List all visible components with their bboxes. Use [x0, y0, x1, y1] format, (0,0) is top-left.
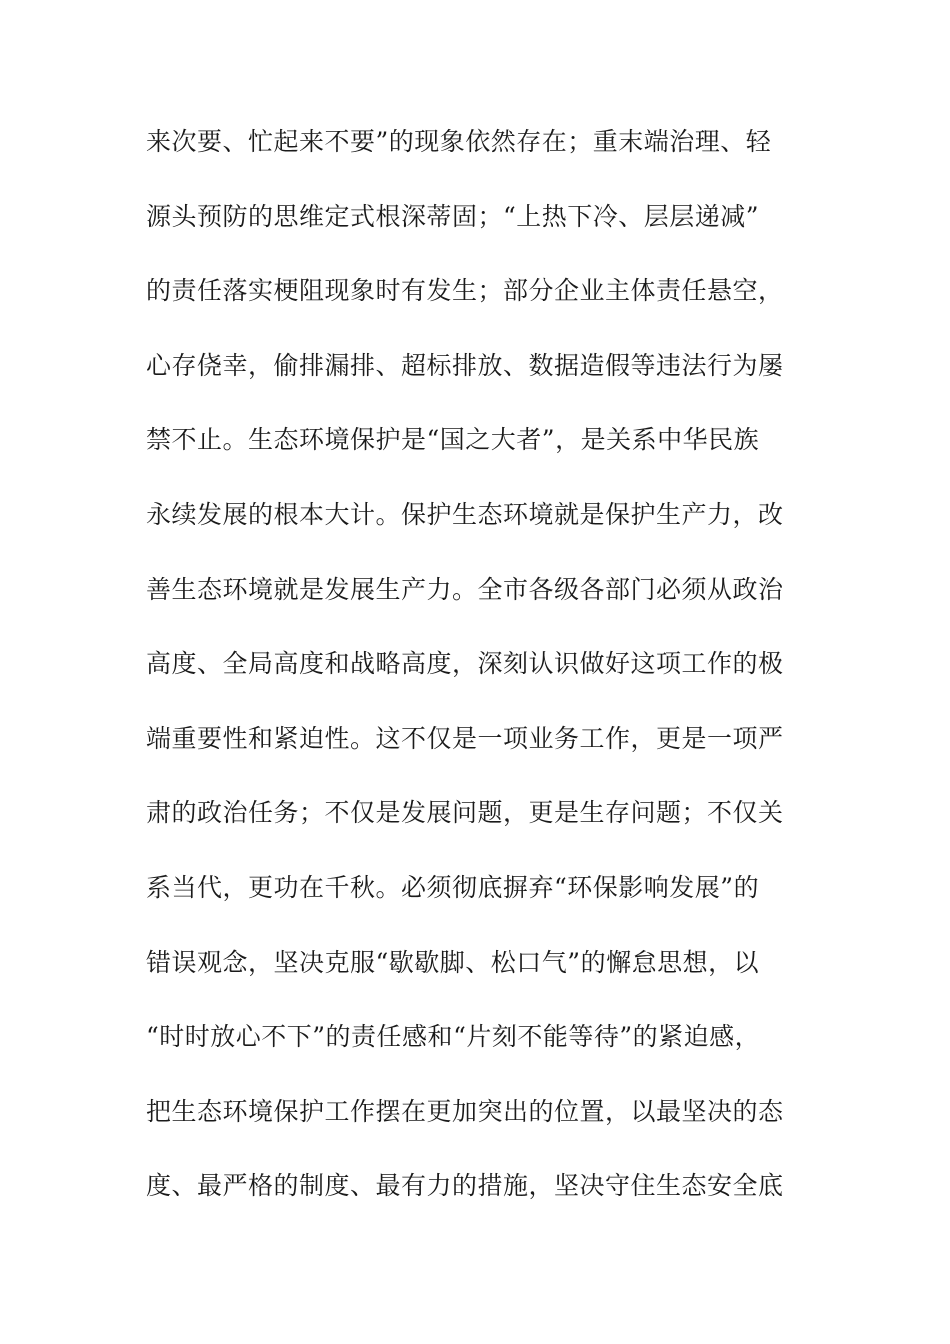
text-line: “时时放心不下”的责任感和“片刻不能等待”的紧迫感，	[146, 1022, 761, 1052]
text-line: 的责任落实梗阻现象时有发生；部分企业主体责任悬空，	[146, 276, 784, 306]
text-line: 源头预防的思维定式根深蒂固；“上热下冷、层层递减”	[146, 201, 760, 231]
text-line: 永续发展的根本大计。保护生态环境就是保护生产力，改	[146, 499, 784, 529]
text-line: 错误观念，坚决克服“歇歇脚、松口气”的懈怠思想，以	[146, 947, 760, 977]
text-line: 肃的政治任务；不仅是发展问题，更是生存问题；不仅关	[146, 798, 784, 828]
text-line: 善生态环境就是发展生产力。全市各级各部门必须从政治	[146, 574, 784, 604]
text-line: 心存侥幸，偷排漏排、超标排放、数据造假等违法行为屡	[146, 350, 784, 380]
text-line: 禁不止。生态环境保护是“国之大者”，是关系中华民族	[146, 425, 760, 455]
text-line: 度、最严格的制度、最有力的措施，坚决守住生态安全底	[146, 1171, 784, 1201]
text-line: 高度、全局高度和战略高度，深刻认识做好这项工作的极	[146, 649, 784, 679]
text-line: 系当代，更功在千秋。必须彻底摒弃“环保影响发展”的	[146, 872, 760, 902]
text-line: 端重要性和紧迫性。这不仅是一项业务工作，更是一项严	[146, 723, 784, 753]
body-paragraph	[146, 118, 806, 1237]
text-line: 把生态环境保护工作摆在更加突出的位置，以最坚决的态	[146, 1096, 784, 1126]
text-line: 来次要、忙起来不要”的现象依然存在；重末端治理、轻	[146, 127, 772, 156]
